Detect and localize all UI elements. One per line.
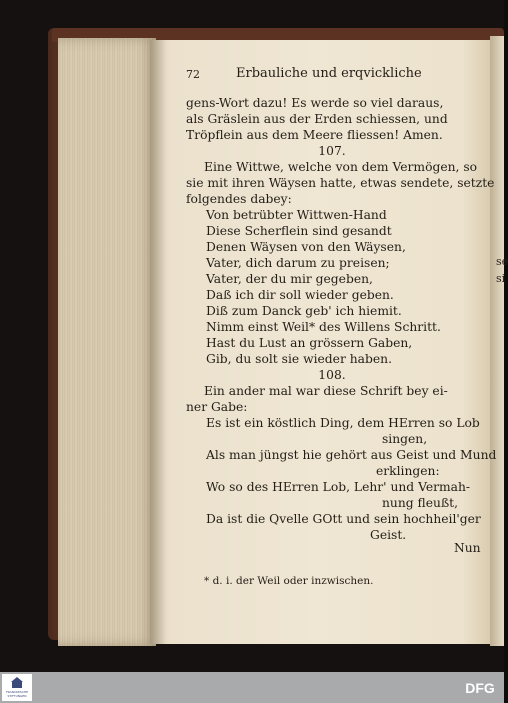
verse-line: Vater, der du mir gegeben, bbox=[206, 272, 373, 286]
facing-page-fragment: se bbox=[496, 255, 508, 268]
verse-line-continuation: singen, bbox=[382, 432, 428, 446]
viewer-footer-bar bbox=[0, 672, 504, 703]
gutter-shadow bbox=[150, 40, 166, 644]
text-line: sie mit ihren Wäysen hatte, etwas sendete, setzte bbox=[186, 176, 495, 190]
verse-line-continuation: nung fleußt, bbox=[382, 496, 459, 510]
verse-line-continuation: erklingen: bbox=[376, 464, 440, 478]
verse-line: Als man jüngst hie gehört aus Geist und Mund bbox=[206, 448, 497, 462]
verse-line: Diß zum Danck geb' ich hiemit. bbox=[206, 304, 402, 318]
library-logo bbox=[2, 674, 32, 701]
library-emblem-icon bbox=[11, 677, 23, 689]
dfg-logo-text: DFG bbox=[465, 680, 495, 696]
library-logo-text: FRANCKESCHE bbox=[5, 690, 29, 694]
verse-line: Gib, du solt sie wieder haben. bbox=[206, 352, 392, 366]
page-edges bbox=[58, 38, 156, 646]
dfg-logo bbox=[462, 680, 498, 696]
verse-line: Nimm einst Weil* des Willens Schritt. bbox=[206, 320, 441, 334]
running-head: Erbauliche und erqvickliche bbox=[236, 66, 422, 81]
section-number: 107. bbox=[318, 144, 346, 158]
verse-line: Hast du Lust an grössern Gaben, bbox=[206, 336, 413, 350]
text-line: folgendes dabey: bbox=[186, 192, 292, 206]
catchword: Nun bbox=[454, 541, 481, 555]
text-line: Eine Wittwe, welche von dem Vermögen, so bbox=[204, 160, 478, 174]
page-number: 72 bbox=[186, 68, 200, 81]
verse-line: Denen Wäysen von den Wäysen, bbox=[206, 240, 406, 254]
verse-line: Wo so des HErren Lob, Lehr' und Vermah- bbox=[206, 480, 471, 494]
library-logo-text: STIFTUNGEN bbox=[7, 694, 27, 698]
verse-line: Von betrübter Wittwen-Hand bbox=[206, 208, 387, 222]
facing-page-fragment: si bbox=[496, 272, 506, 285]
verse-line: Da ist die Qvelle GOtt und sein hochheil'ger bbox=[206, 512, 481, 526]
text-line: Ein ander mal war diese Schrift bey ei- bbox=[204, 384, 448, 398]
verse-line: Vater, dich darum zu preisen; bbox=[206, 256, 390, 270]
text-line: als Gräslein aus der Erden schiessen, und bbox=[186, 112, 448, 126]
section-number: 108. bbox=[318, 368, 346, 382]
facing-page-edge bbox=[490, 36, 504, 646]
verse-line: Es ist ein köstlich Ding, dem HErren so Lob bbox=[206, 416, 480, 430]
footnote: * d. i. der Weil oder inzwischen. bbox=[204, 575, 374, 587]
verse-line: Diese Scherflein sind gesandt bbox=[206, 224, 392, 238]
text-line: ner Gabe: bbox=[186, 400, 248, 414]
text-line: gens-Wort dazu! Es werde so viel daraus, bbox=[186, 96, 444, 110]
text-line: Tröpflein aus dem Meere fliessen! Amen. bbox=[186, 128, 443, 142]
verse-line-continuation: Geist. bbox=[370, 528, 407, 542]
verse-line: Daß ich dir soll wieder geben. bbox=[206, 288, 394, 302]
